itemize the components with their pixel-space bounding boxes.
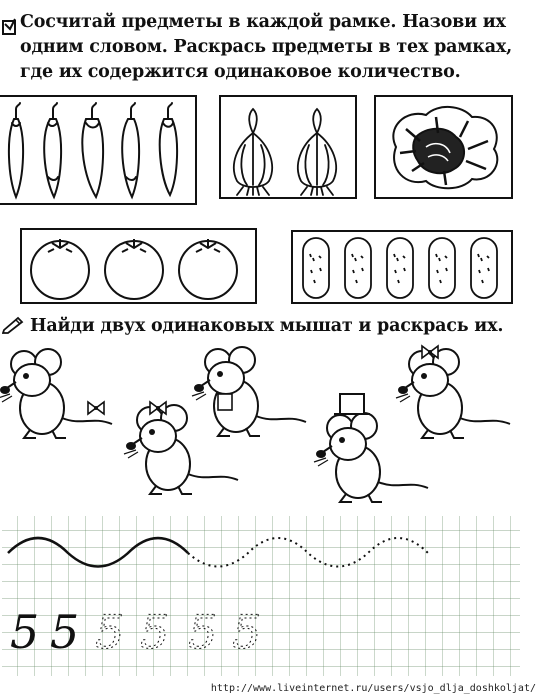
frame-onions (219, 95, 357, 199)
cucumber-icon (345, 238, 371, 298)
tomato-icon (179, 239, 237, 299)
cabbage-icon (393, 107, 497, 188)
frame-cabbage (374, 95, 513, 199)
pencil-icon (2, 316, 24, 334)
pepper-icon (122, 103, 139, 197)
copybook-grid (0, 513, 537, 679)
digit-5-trace: 5 (232, 605, 262, 659)
digit-5-sample: 5 (10, 605, 40, 659)
bow-icon (88, 402, 104, 414)
pepper-icon (44, 103, 61, 197)
mouse-1[interactable] (0, 349, 112, 438)
onion-icon (298, 109, 336, 195)
tomato-icon (31, 239, 89, 299)
task1-instruction (20, 10, 535, 85)
task1-line1: Сосчитай предметы в каждой рамке. Назови их (20, 12, 506, 32)
task1-line2: одним словом. Раскрась предметы в тех рамках, (20, 37, 512, 57)
task2-instruction: Найди двух одинаковых мышат и раскрась их. (30, 316, 504, 336)
digit-5-sample: 5 (50, 605, 80, 659)
cucumber-icon (429, 238, 455, 298)
task1-line3: где их содержится одинаковое количество. (20, 62, 461, 82)
mouse-5[interactable] (314, 394, 428, 502)
mouse-2[interactable] (192, 347, 306, 436)
onion-icon (234, 109, 272, 195)
task1-checkbox-icon (2, 18, 16, 36)
digit-5-trace: 5 (188, 605, 218, 659)
digit-5-trace: 5 (95, 605, 125, 659)
pepper-icon (9, 103, 23, 197)
pepper-icon (160, 103, 177, 195)
tomato-icon (105, 239, 163, 299)
footer-url[interactable]: http://www.liveinternet.ru/users/vsjo_dlja_doshkoljat/ (210, 683, 536, 694)
digit-5-trace: 5 (140, 605, 170, 659)
cucumber-icon (471, 238, 497, 298)
frame-tomatoes (20, 228, 257, 304)
frame-cucumbers (291, 230, 513, 304)
cucumber-icon (387, 238, 413, 298)
cucumber-icon (303, 238, 329, 298)
frame-peppers (0, 95, 197, 205)
mice-illustration (0, 338, 537, 510)
mouse-3[interactable] (396, 346, 510, 438)
pepper-icon (82, 103, 103, 197)
